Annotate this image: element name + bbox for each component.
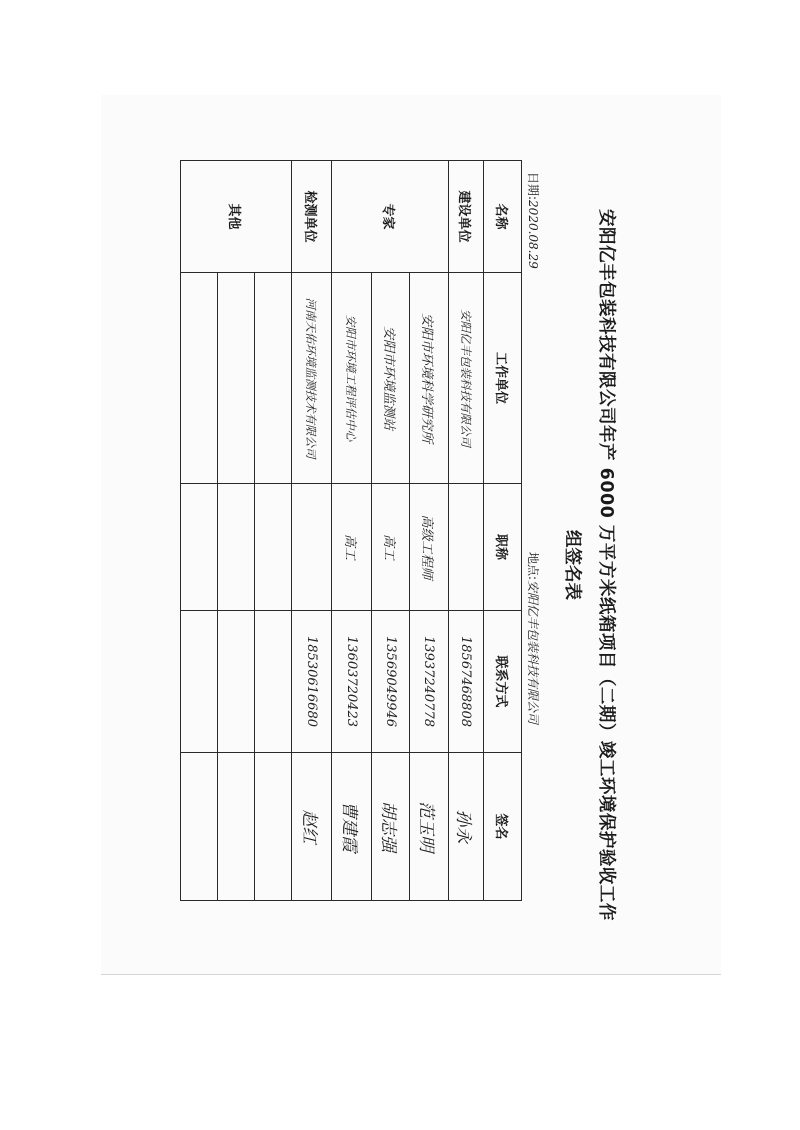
contact-cell: 13569049946	[372, 611, 410, 753]
category-cell: 其他	[181, 161, 292, 273]
org-cell	[218, 273, 255, 484]
org-cell: 安阳市环境科学研究所	[410, 273, 449, 484]
org-cell: 安阳市环境工程评估中心	[332, 273, 372, 484]
table-row	[449, 161, 484, 901]
table-row	[292, 161, 332, 901]
contact-cell: 13603720423	[332, 611, 372, 753]
header-title: 职称	[484, 484, 522, 611]
table-row	[255, 161, 292, 901]
signature-table	[180, 160, 522, 901]
title-cell	[181, 484, 218, 611]
signature-cell: 胡志强	[372, 753, 410, 901]
header-contact: 联系方式	[484, 611, 522, 753]
document-subtitle: 组签名表	[562, 530, 582, 600]
org-cell	[255, 273, 292, 484]
rotated-sign-sheet	[160, 160, 620, 970]
title-cell	[292, 484, 332, 611]
table-header-row	[484, 161, 522, 901]
contact-cell: 18567468808	[449, 611, 484, 753]
document-title: 安阳亿丰包装科技有限公司年产 6000 万平方米纸箱项目（二期）竣工环境保护验收工作	[596, 209, 616, 921]
org-cell: 河南天佑环境监测技术有限公司	[292, 273, 332, 484]
contact-cell: 18530616680	[292, 611, 332, 753]
place-field	[525, 552, 542, 724]
title-cell: 高工	[372, 484, 410, 611]
signature-cell	[181, 753, 218, 901]
date-field	[525, 172, 542, 269]
signature-cell	[255, 753, 292, 901]
title-cell	[449, 484, 484, 611]
header-org: 工作单位	[484, 273, 522, 484]
place-value: 安阳亿丰包装科技有限公司	[526, 580, 540, 725]
signature-cell	[218, 753, 255, 901]
org-cell	[181, 273, 218, 484]
contact-cell	[218, 611, 255, 753]
signature-cell: 赵红	[292, 753, 332, 901]
title-cell	[218, 484, 255, 611]
scan-edge-line	[101, 974, 721, 975]
signature-cell: 孙永	[449, 753, 484, 901]
contact-cell: 13937240778	[410, 611, 449, 753]
org-cell: 安阳市环境监测站	[372, 273, 410, 484]
header-category: 名称	[484, 161, 522, 273]
category-cell: 检测单位	[292, 161, 332, 273]
contact-cell	[255, 611, 292, 753]
signature-cell: 曹建霞	[332, 753, 372, 901]
category-cell: 建设单位	[449, 161, 484, 273]
date-value: 2020.08.29	[526, 200, 540, 269]
table-row	[410, 161, 449, 901]
date-label: 日期:	[526, 172, 540, 201]
place-label: 地点:	[526, 552, 540, 581]
header-signature: 签名	[484, 753, 522, 901]
org-cell: 安阳亿丰包装科技有限公司	[449, 273, 484, 484]
contact-cell	[181, 611, 218, 753]
title-cell: 高级工程师	[410, 484, 449, 611]
title-cell: 高工	[332, 484, 372, 611]
category-cell: 专家	[332, 161, 449, 273]
signature-cell: 范玉明	[410, 753, 449, 901]
title-cell	[255, 484, 292, 611]
